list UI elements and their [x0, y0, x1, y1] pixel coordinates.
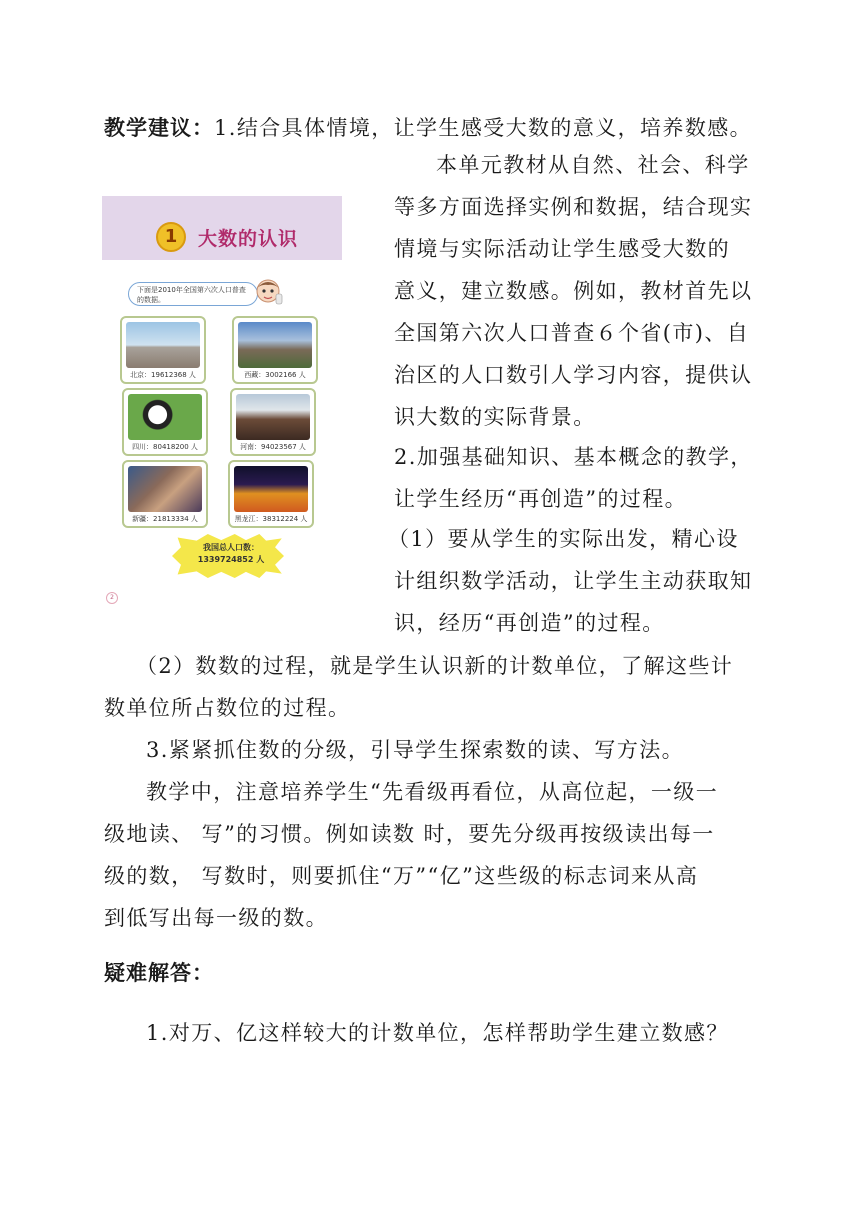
panda-image — [128, 394, 202, 440]
photo-caption: 黑龙江：38312224 人 — [234, 515, 308, 523]
speech-bubble: 下面是2010年全国第六次人口普查的数据。 — [128, 282, 258, 306]
suggestion-item-2-cont: 让学生经历“再创造”的过程。 — [394, 487, 688, 511]
figure-header — [102, 196, 342, 260]
photo-caption: 河南：94023567 人 — [240, 443, 306, 451]
temple-image — [236, 394, 310, 440]
sub-item-1-cont: 计组织数学活动，让学生主动获取知 — [394, 569, 753, 593]
total-population-value: 1339724852 人 — [197, 555, 265, 564]
total-population-text — [186, 542, 276, 566]
lesson-number-badge: 1 — [156, 222, 186, 252]
textbook-figure — [102, 196, 342, 614]
paragraph-line: 全国第六次人口普查６个省(市)、自 — [394, 321, 750, 345]
tiananmen-image — [126, 322, 200, 368]
paragraph-line: 治区的人口数引人学习内容，提供认 — [394, 363, 753, 387]
suggestion-item-3: 3.紧紧抓住数的分级，引导学生探索数的读、写方法。 — [146, 738, 685, 762]
paragraph-line: 本单元教材从自然、社会、科学 — [436, 153, 750, 177]
photo-sichuan — [122, 388, 208, 456]
photo-xinjiang — [122, 460, 208, 528]
people-image — [128, 466, 202, 512]
paragraph-line: 级地读、 写”的习惯。例如读数 时，要先分级再按级读出每一 — [104, 822, 715, 846]
suggestion-item-1: 1.结合具体情境，让学生感受大数的意义，培养数感。 — [214, 116, 753, 140]
suggestion-item-2: 2.加强基础知识、基本概念的教学， — [394, 445, 753, 469]
teaching-suggestion-heading: 教学建议： — [104, 116, 214, 140]
paragraph-line: 识大数的实际背景。 — [394, 405, 596, 429]
mascot-icon — [252, 276, 284, 308]
sub-item-1: （1）要从学生的实际出发，精心设 — [388, 527, 739, 551]
photo-caption: 北京：19612368 人 — [130, 371, 196, 379]
sub-item-2-cont: 数单位所占数位的过程。 — [104, 696, 351, 720]
qa-heading: 疑难解答： — [104, 961, 214, 985]
paragraph-line: 意义，建立数感。例如，教材首先以 — [394, 279, 753, 303]
teaching-suggestion-line — [104, 113, 752, 143]
sub-item-2: （2）数数的过程，就是学生认识新的计数单位，了解这些计 — [136, 654, 734, 678]
photo-henan — [230, 388, 316, 456]
photo-caption: 四川：80418200 人 — [132, 443, 198, 451]
paragraph-line: 情境与实际活动让学生感受大数的 — [394, 237, 730, 261]
lesson-title: 大数的认识 — [198, 228, 299, 250]
potala-palace-image — [238, 322, 312, 368]
paragraph-line: 等多方面选择实例和数据，结合现实 — [394, 195, 753, 219]
ice-lantern-image — [234, 466, 308, 512]
paragraph-line: 教学中，注意培养学生“先看级再看位，从高位起，一级一 — [146, 780, 719, 804]
photo-caption: 西藏：3002166 人 — [244, 371, 306, 379]
sub-item-1-cont: 识，经历“再创造”的过程。 — [394, 611, 665, 635]
total-population-label: 我国总人口数： — [203, 543, 259, 552]
qa-question-1: 1.对万、亿这样较大的计数单位，怎样帮助学生建立数感？ — [146, 1021, 729, 1045]
figure-page-number: 2 — [106, 592, 118, 604]
paragraph-line: 级的数， 写数时，则要抓住“万”“亿”这些级的标志词来从高 — [104, 864, 699, 888]
photo-beijing — [120, 316, 206, 384]
photo-heilongjiang — [228, 460, 314, 528]
photo-xizang — [232, 316, 318, 384]
paragraph-line: 到低写出每一级的数。 — [104, 906, 328, 930]
photo-caption: 新疆：21813334 人 — [132, 515, 198, 523]
